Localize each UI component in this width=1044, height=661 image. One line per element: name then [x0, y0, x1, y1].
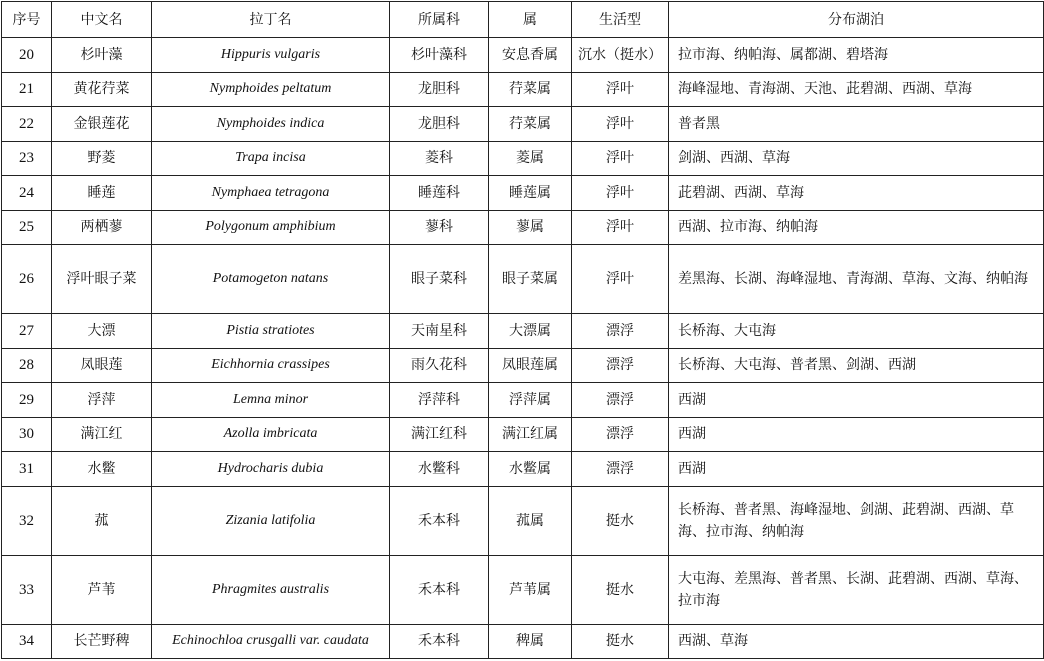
table-row — [2, 486, 1044, 555]
cell-lakes: 拉市海、纳帕海、属都湖、碧塔海 — [669, 38, 1044, 73]
cell-latin-name: Nymphoides indica — [152, 107, 390, 142]
cell-life-form: 挺水 — [572, 624, 669, 659]
table-row — [2, 452, 1044, 487]
cell-genus: 凤眼莲属 — [489, 348, 572, 383]
cell-index: 21 — [2, 72, 52, 107]
cell-latin-name: Lemna minor — [152, 383, 390, 418]
cell-lakes: 西湖 — [669, 417, 1044, 452]
cell-life-form: 浮叶 — [572, 141, 669, 176]
cell-family: 睡莲科 — [390, 176, 489, 211]
cell-index: 34 — [2, 624, 52, 659]
table-row — [2, 383, 1044, 418]
cell-family: 浮萍科 — [390, 383, 489, 418]
cell-lakes: 西湖、草海 — [669, 624, 1044, 659]
cell-chinese-name: 野菱 — [52, 141, 152, 176]
cell-life-form: 漂浮 — [572, 348, 669, 383]
cell-life-form: 挺水 — [572, 486, 669, 555]
table-row — [2, 38, 1044, 73]
header-family: 所属科 — [390, 2, 489, 38]
cell-lakes: 剑湖、西湖、草海 — [669, 141, 1044, 176]
table-row — [2, 107, 1044, 142]
cell-life-form: 漂浮 — [572, 452, 669, 487]
cell-life-form: 浮叶 — [572, 176, 669, 211]
cell-life-form: 浮叶 — [572, 210, 669, 245]
cell-genus: 眼子菜属 — [489, 245, 572, 314]
header-lakes: 分布湖泊 — [669, 2, 1044, 38]
cell-lakes: 大屯海、差黑海、普者黑、长湖、茈碧湖、西湖、草海、拉市海 — [669, 555, 1044, 624]
cell-index: 22 — [2, 107, 52, 142]
table-row — [2, 210, 1044, 245]
cell-genus: 荇菜属 — [489, 107, 572, 142]
cell-genus: 安息香属 — [489, 38, 572, 73]
cell-chinese-name: 水鳖 — [52, 452, 152, 487]
cell-life-form: 浮叶 — [572, 107, 669, 142]
cell-chinese-name: 芦苇 — [52, 555, 152, 624]
cell-index: 26 — [2, 245, 52, 314]
cell-genus: 大漂属 — [489, 314, 572, 349]
cell-latin-name: Azolla imbricata — [152, 417, 390, 452]
cell-index: 30 — [2, 417, 52, 452]
cell-index: 27 — [2, 314, 52, 349]
cell-life-form: 挺水 — [572, 555, 669, 624]
species-table — [1, 1, 1044, 659]
cell-chinese-name: 黄花荇菜 — [52, 72, 152, 107]
table-row — [2, 555, 1044, 624]
cell-index: 31 — [2, 452, 52, 487]
header-row — [2, 2, 1044, 38]
cell-index: 24 — [2, 176, 52, 211]
cell-life-form: 漂浮 — [572, 383, 669, 418]
cell-family: 杉叶藻科 — [390, 38, 489, 73]
cell-genus: 满江红属 — [489, 417, 572, 452]
table-row — [2, 245, 1044, 314]
cell-chinese-name: 杉叶藻 — [52, 38, 152, 73]
cell-index: 20 — [2, 38, 52, 73]
cell-chinese-name: 菰 — [52, 486, 152, 555]
cell-index: 28 — [2, 348, 52, 383]
table-row — [2, 348, 1044, 383]
cell-chinese-name: 长芒野稗 — [52, 624, 152, 659]
cell-genus: 荇菜属 — [489, 72, 572, 107]
cell-latin-name: Echinochloa crusgalli var. caudata — [152, 624, 390, 659]
cell-latin-name: Pistia stratiotes — [152, 314, 390, 349]
cell-life-form: 沉水（挺水） — [572, 38, 669, 73]
cell-lakes: 普者黑 — [669, 107, 1044, 142]
cell-life-form: 漂浮 — [572, 417, 669, 452]
cell-chinese-name: 浮萍 — [52, 383, 152, 418]
cell-chinese-name: 满江红 — [52, 417, 152, 452]
cell-lakes: 茈碧湖、西湖、草海 — [669, 176, 1044, 211]
cell-chinese-name: 浮叶眼子菜 — [52, 245, 152, 314]
table-row — [2, 141, 1044, 176]
cell-genus: 稗属 — [489, 624, 572, 659]
cell-latin-name: Nymphaea tetragona — [152, 176, 390, 211]
cell-lakes: 西湖 — [669, 383, 1044, 418]
cell-latin-name: Hydrocharis dubia — [152, 452, 390, 487]
header-chinese-name: 中文名 — [52, 2, 152, 38]
cell-family: 雨久花科 — [390, 348, 489, 383]
cell-genus: 睡莲属 — [489, 176, 572, 211]
table-row — [2, 176, 1044, 211]
cell-family: 眼子菜科 — [390, 245, 489, 314]
cell-family: 菱科 — [390, 141, 489, 176]
cell-latin-name: Nymphoides peltatum — [152, 72, 390, 107]
cell-lakes: 差黑海、长湖、海峰湿地、青海湖、草海、文海、纳帕海 — [669, 245, 1044, 314]
header-latin-name: 拉丁名 — [152, 2, 390, 38]
cell-latin-name: Hippuris vulgaris — [152, 38, 390, 73]
header-life-form: 生活型 — [572, 2, 669, 38]
cell-family: 龙胆科 — [390, 72, 489, 107]
cell-genus: 芦苇属 — [489, 555, 572, 624]
cell-index: 29 — [2, 383, 52, 418]
table-row — [2, 314, 1044, 349]
cell-lakes: 西湖、拉市海、纳帕海 — [669, 210, 1044, 245]
cell-latin-name: Trapa incisa — [152, 141, 390, 176]
cell-latin-name: Eichhornia crassipes — [152, 348, 390, 383]
cell-lakes: 长桥海、普者黑、海峰湿地、剑湖、茈碧湖、西湖、草海、拉市海、纳帕海 — [669, 486, 1044, 555]
cell-family: 天南星科 — [390, 314, 489, 349]
cell-chinese-name: 金银莲花 — [52, 107, 152, 142]
cell-family: 满江红科 — [390, 417, 489, 452]
cell-latin-name: Zizania latifolia — [152, 486, 390, 555]
cell-latin-name: Phragmites australis — [152, 555, 390, 624]
cell-latin-name: Polygonum amphibium — [152, 210, 390, 245]
header-index: 序号 — [2, 2, 52, 38]
cell-genus: 蓼属 — [489, 210, 572, 245]
table-row — [2, 72, 1044, 107]
cell-lakes: 西湖 — [669, 452, 1044, 487]
cell-life-form: 浮叶 — [572, 72, 669, 107]
table-row — [2, 624, 1044, 659]
cell-family: 龙胆科 — [390, 107, 489, 142]
cell-genus: 水鳖属 — [489, 452, 572, 487]
cell-family: 禾本科 — [390, 555, 489, 624]
cell-family: 蓼科 — [390, 210, 489, 245]
cell-lakes: 长桥海、大屯海、普者黑、剑湖、西湖 — [669, 348, 1044, 383]
cell-chinese-name: 两栖蓼 — [52, 210, 152, 245]
cell-chinese-name: 大漂 — [52, 314, 152, 349]
cell-index: 33 — [2, 555, 52, 624]
cell-lakes: 长桥海、大屯海 — [669, 314, 1044, 349]
cell-index: 23 — [2, 141, 52, 176]
cell-genus: 菰属 — [489, 486, 572, 555]
cell-life-form: 浮叶 — [572, 245, 669, 314]
cell-latin-name: Potamogeton natans — [152, 245, 390, 314]
cell-life-form: 漂浮 — [572, 314, 669, 349]
header-genus: 属 — [489, 2, 572, 38]
cell-chinese-name: 睡莲 — [52, 176, 152, 211]
cell-index: 25 — [2, 210, 52, 245]
cell-family: 水鳖科 — [390, 452, 489, 487]
cell-lakes: 海峰湿地、青海湖、天池、茈碧湖、西湖、草海 — [669, 72, 1044, 107]
cell-genus: 菱属 — [489, 141, 572, 176]
cell-index: 32 — [2, 486, 52, 555]
cell-chinese-name: 凤眼莲 — [52, 348, 152, 383]
table-row — [2, 417, 1044, 452]
cell-family: 禾本科 — [390, 486, 489, 555]
cell-family: 禾本科 — [390, 624, 489, 659]
cell-genus: 浮萍属 — [489, 383, 572, 418]
